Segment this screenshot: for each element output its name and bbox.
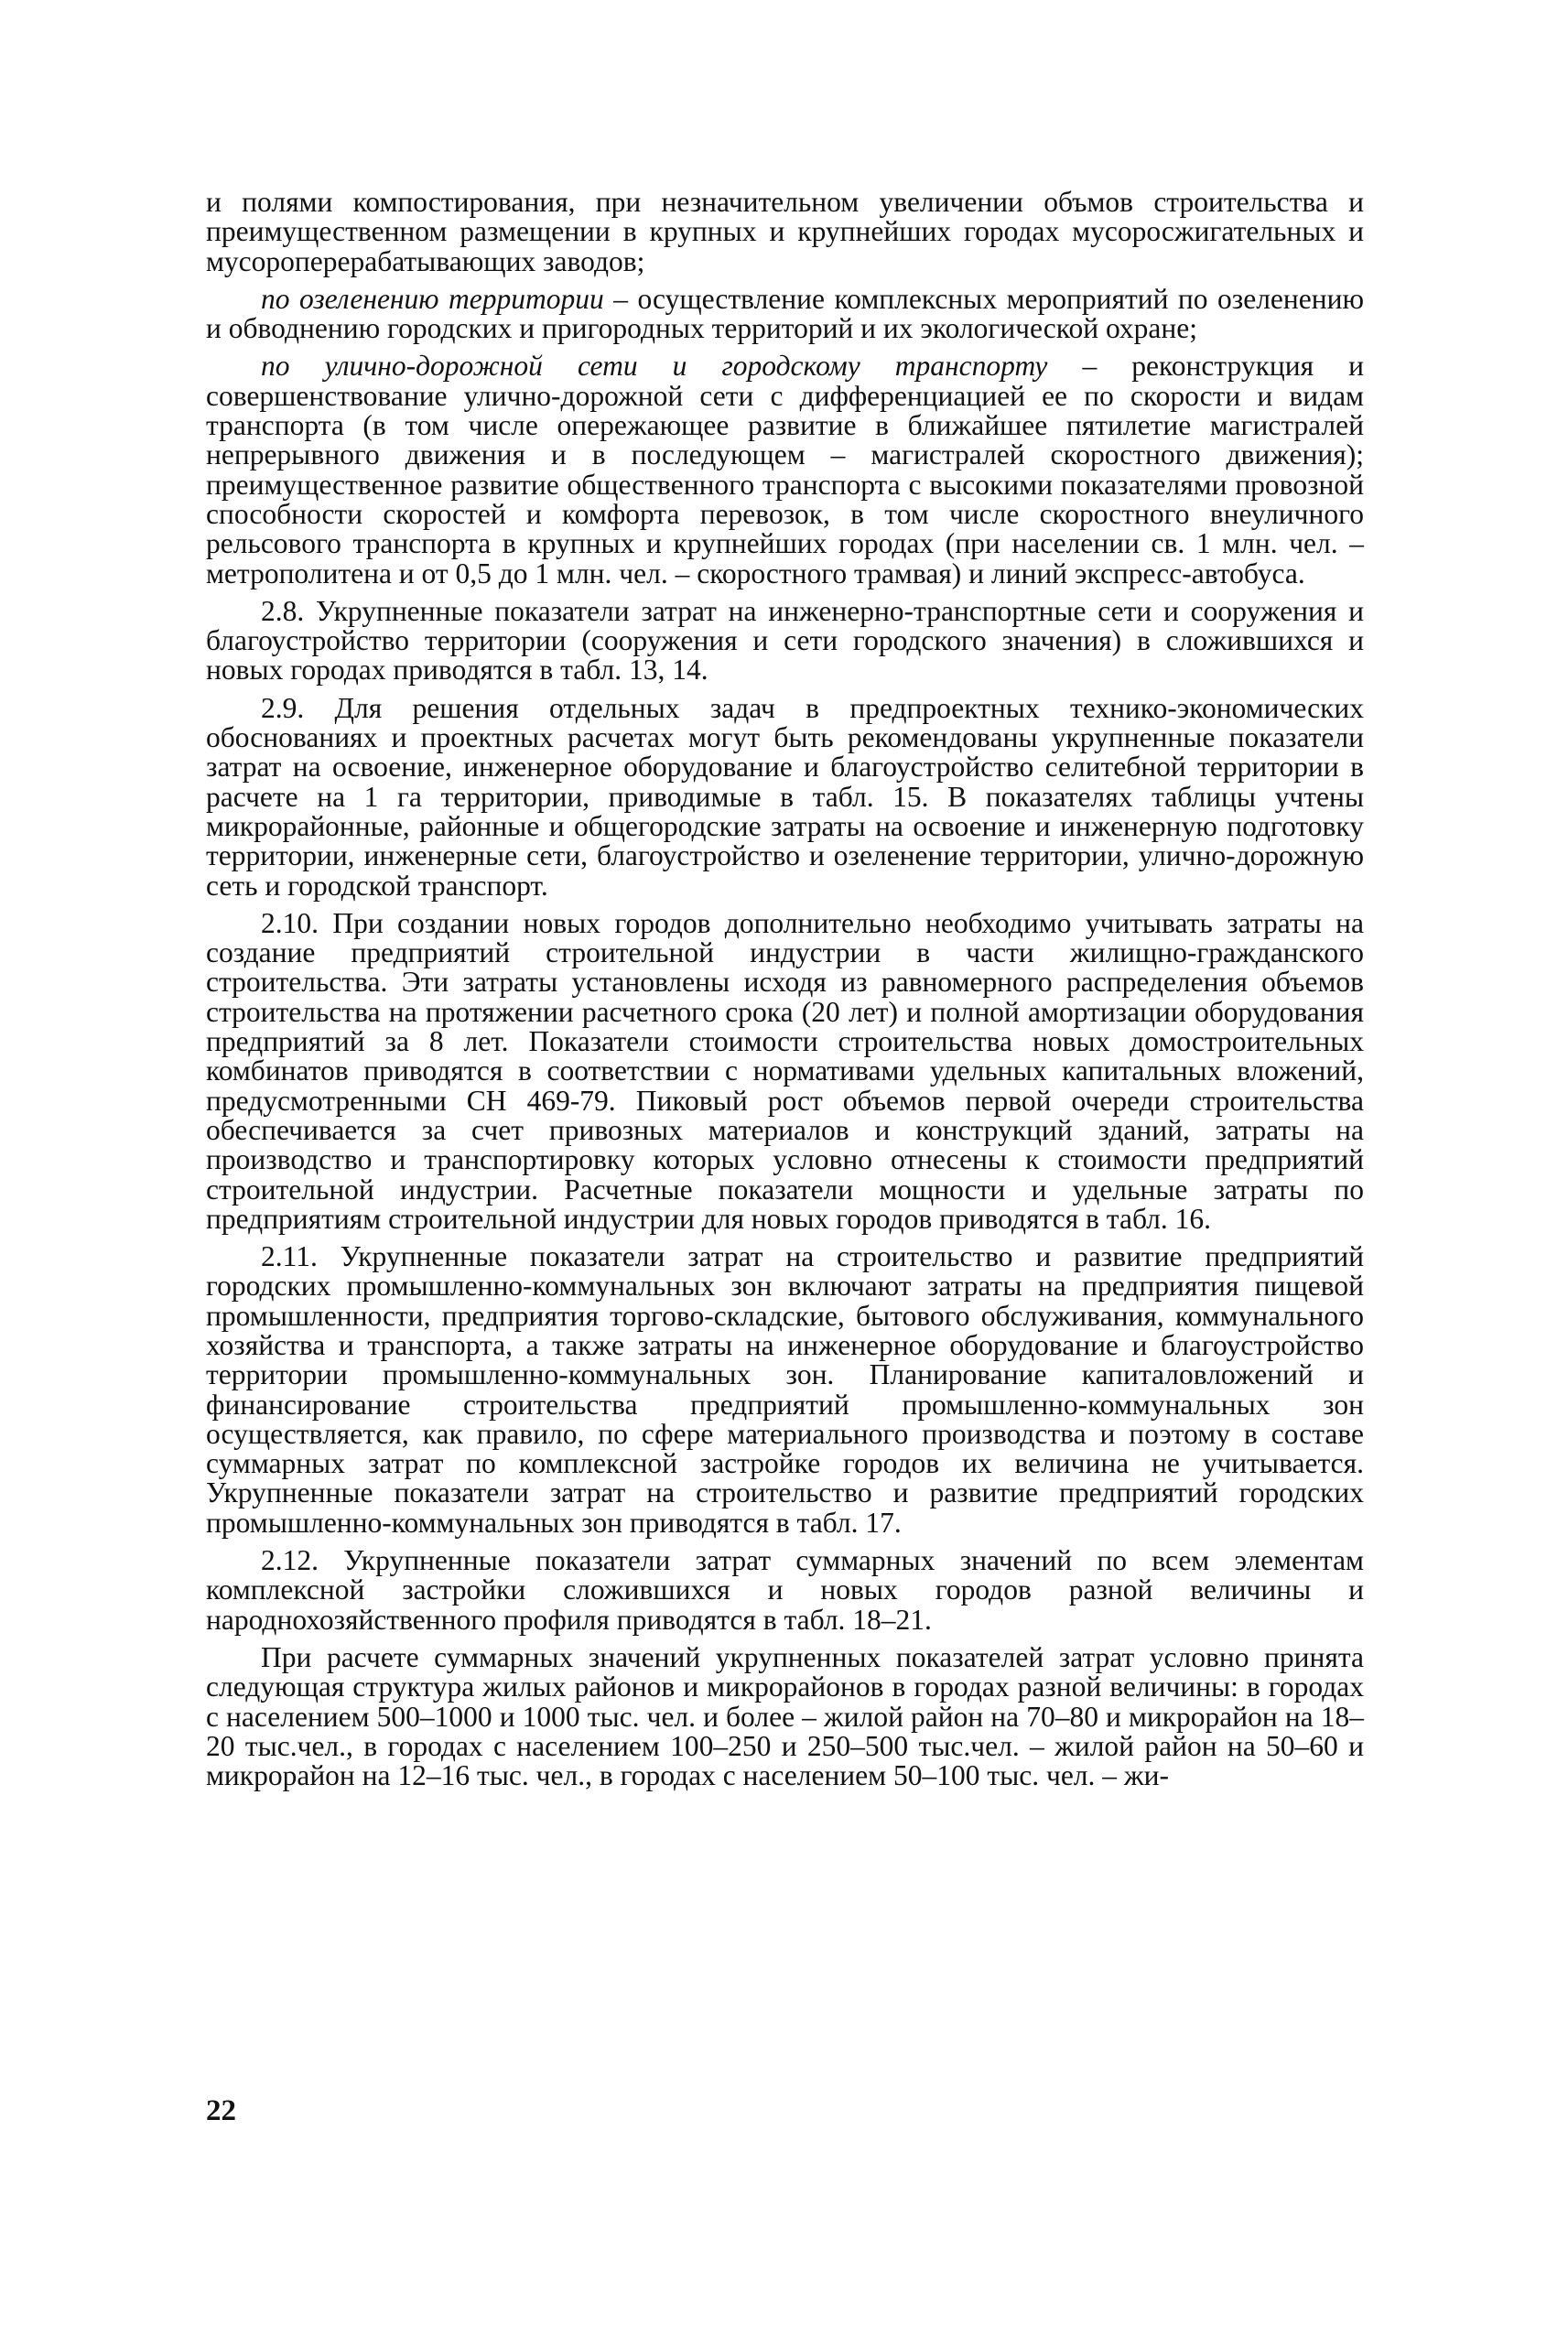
paragraph-lead: по озеленению территории xyxy=(261,282,604,315)
section-number: 2.10. xyxy=(261,906,319,939)
section-number: 2.12. xyxy=(261,1544,319,1577)
paragraph-text: – реконструкция и совершенствование улично-дорожной сети с дифференциацией ее по скорости и видам транспорта (в том числе опережающее развитие в ближайшее пятилетие магистралей непрерывного движения и в последующем – магистралей скоростного движения); преимущественное развитие общественного транспорта с высокими показателями провозной способности скоростей и комфорта перевозок, в том числе скоростного внеуличного рельсового транспорта в крупных и крупнейших городах (при населении св. 1 млн. чел. – метрополитена и от 0,5 до 1 млн. чел. – скоростного трамвая) и линий экспресс-автобуса. xyxy=(206,350,1365,589)
document-body xyxy=(206,188,1364,1799)
paragraph-text: При расчете суммарных значений укрупненных показателей затрат условно принята следующая структура жилых районов и микрорайонов в городах разной величины: в городах с населением 500–1000 и 1000 тыс. чел. и более – жилой район на 70–80 и микрорайон на 18–20 тыс.чел., в городах с населением 100–250 и 250–500 тыс.чел. – жилой район на 50–60 и микрорайон на 12–16 тыс. чел., в городах с населением 50–100 тыс. чел. – жи- xyxy=(206,1640,1364,1792)
paragraph-2-11 xyxy=(206,1242,1364,1538)
paragraph-2-10 xyxy=(206,906,1364,1235)
paragraph-text: Укрупненные показатели затрат на инженерно-транспортные сети и сооружения и благоустройство территории (сооружения и сети городского значения) в сложившихся и новых городах приводятся в табл. 13, 14. xyxy=(206,594,1364,687)
section-number: 2.9. xyxy=(261,691,305,724)
paragraph-lead: по улично-дорожной сети и городскому транспорту xyxy=(261,350,1048,383)
paragraph-2-9 xyxy=(206,691,1364,902)
paragraph-text: – осуществление комплексных мероприятий по озеленению и обводнению городских и пригородных территорий и их экологической охране; xyxy=(206,282,1364,345)
paragraph-text: и полями компостирования, при незначительном увеличении объмов строительства и преимущественном размещении в крупных и крупнейших городах мусоросжигательных и мусороперерабатывающих заводов; xyxy=(206,186,1364,277)
paragraph-structure xyxy=(206,1640,1364,1792)
section-number: 2.11. xyxy=(261,1240,318,1273)
paragraph-text: Укрупненные показатели затрат суммарных значений по всем элементам комплексной застройки сложившихся и новых городов разной величины и народнохозяйственного профиля приводятся в табл. 18–21. xyxy=(206,1544,1364,1636)
paragraph-text: При создании новых городов дополнительно необходимо учитывать затраты на создание предприятий строительной индустрии в части жилищно-гражданского строительства. Эти затраты установлены исходя из равномерного распределения объемов строительства на протяжении расчетного срока (20 лет) и полной амортизации оборудования предприятий за 8 лет. Показатели стоимости строительства новых домостроительных комбинатов приводятся в соответствии с нормативами удельных капитальных вложений, предусмотренными СН 469-79. Пиковый рост объемов первой очереди строительства обеспечивается за счет привозных материалов и конструкций зданий, затраты на производство и транспортировку которых условно отнесены к стоимости предприятий строительной индустрии. Расчетные показатели мощности и удельные затраты по предприятиям строительной индустрии для новых городов приводятся в табл. 16. xyxy=(206,906,1364,1235)
paragraph-greening xyxy=(206,282,1364,345)
section-number: 2.8. xyxy=(261,594,305,627)
page-number: 22 xyxy=(206,2094,236,2127)
paragraph-continuation xyxy=(206,188,1364,276)
paragraph-street-network xyxy=(206,351,1364,588)
paragraph-2-12 xyxy=(206,1546,1364,1635)
paragraph-text: Укрупненные показатели затрат на строительство и развитие предприятий городских промышленно-коммунальных зон включают затраты на предприятия пищевой промышленности, предприятия торгово-складские, бытового обслуживания, коммунального хозяйства и транспорта, а также затраты на инженерное оборудование и благоустройство территории промышленно-коммунальных зон. Планирование капиталовложений и финансирование строительства предприятий промышленно-коммунальных зон осуществляется, как правило, по сфере материального производства и поэтому в составе суммарных затрат по комплексной застройке городов их величина не учитывается. Укрупненные показатели затрат на строительство и развитие предприятий городских промышленно-коммунальных зон приводятся в табл. 17. xyxy=(206,1240,1364,1539)
paragraph-2-8 xyxy=(206,594,1364,687)
paragraph-text: Для решения отдельных задач в предпроектных технико-экономических обоснованиях и проектных расчетах могут быть рекомендованы укрупненные показатели затрат на освоение, инженерное оборудование и благоустройство селитебной территории в расчете на 1 га территории, приводимые в табл. 15. В показателях таблицы учтены микрорайонные, районные и общегородские затраты на освоение и инженерную подготовку территории, инженерные сети, благоустройство и озеленение территории, улично-дорожную сеть и городской транспорт. xyxy=(206,691,1364,902)
